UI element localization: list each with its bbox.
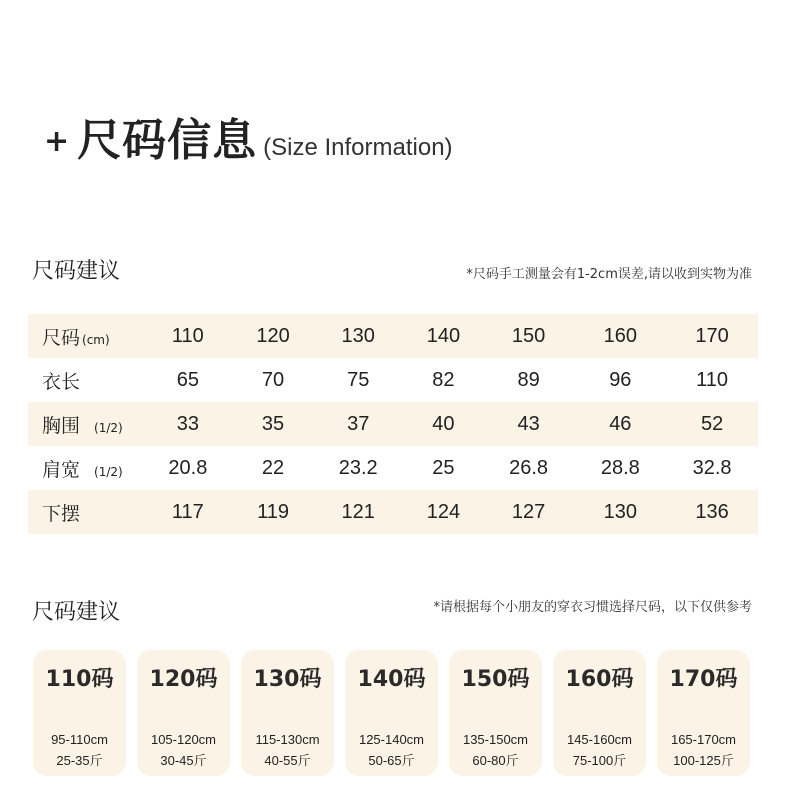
table-cell: 119 — [257, 500, 289, 523]
card-height: 115-130cm — [255, 732, 320, 747]
size-table — [28, 314, 758, 534]
size-table-note: *尺码手工测量会有1-2cm误差,请以收到实物为准 — [466, 267, 752, 282]
card-weight: 50-65斤 — [368, 753, 415, 768]
card-height: 165-170cm — [670, 732, 737, 747]
card-size: 170码 — [669, 667, 738, 692]
table-row — [28, 402, 758, 446]
table-cell: 110 — [696, 368, 729, 391]
table-cell: 82 — [432, 368, 455, 391]
size-card — [449, 650, 542, 776]
table-cell: 33 — [176, 412, 199, 435]
card-weight: 100-125斤 — [673, 753, 734, 768]
table-cell: 130 — [341, 324, 375, 347]
card-size: 140码 — [357, 667, 426, 692]
table-cell: 121 — [341, 500, 375, 523]
table-cell: 20.8 — [168, 456, 208, 479]
card-height: 95-110cm — [51, 732, 108, 747]
page-header — [44, 104, 453, 168]
table-cell: 160 — [603, 324, 637, 347]
row-label: 胸围 (1/2) — [42, 414, 123, 437]
table-row — [28, 490, 758, 534]
table-cell: 46 — [609, 412, 632, 435]
table-cell: 25 — [432, 456, 455, 479]
card-size: 110码 — [45, 667, 114, 692]
plus-icon: + — [44, 124, 70, 159]
table-cell: 140 — [426, 324, 461, 347]
size-card — [657, 650, 750, 776]
table-cell: 150 — [511, 324, 546, 347]
table-cell: 117 — [171, 500, 204, 523]
table-cell: 23.2 — [338, 456, 378, 479]
card-height: 105-120cm — [150, 732, 217, 747]
card-size: 120码 — [149, 667, 218, 692]
size-card — [137, 650, 230, 776]
card-height: 145-160cm — [566, 732, 633, 747]
table-cell: 32.8 — [692, 456, 732, 479]
table-cell: 75 — [347, 368, 370, 391]
table-cell: 96 — [609, 368, 632, 391]
table-cell: 136 — [695, 500, 729, 523]
row-label: 衣长 — [42, 370, 81, 393]
size-card — [553, 650, 646, 776]
size-table-title: 尺码建议 — [32, 259, 121, 284]
table-cell: 130 — [603, 500, 637, 523]
table-cell: 127 — [511, 500, 546, 523]
table-cell: 124 — [426, 500, 461, 523]
table-cell: 22 — [261, 456, 285, 479]
table-cell: 110 — [171, 324, 204, 347]
card-weight: 30-45斤 — [160, 753, 207, 768]
table-row — [28, 314, 758, 358]
card-size: 150码 — [461, 667, 530, 692]
table-cell: 120 — [256, 324, 290, 347]
table-row — [28, 446, 758, 490]
table-cell: 28.8 — [600, 456, 640, 479]
table-cell: 52 — [700, 412, 724, 435]
size-card — [241, 650, 334, 776]
row-label: 肩宽 (1/2) — [42, 458, 123, 481]
table-cell: 89 — [517, 368, 540, 391]
card-weight: 60-80斤 — [472, 753, 519, 768]
table-row — [28, 358, 758, 402]
table-cell: 37 — [347, 412, 370, 435]
table-cell: 43 — [517, 412, 540, 435]
card-height: 125-140cm — [358, 732, 425, 747]
card-weight: 75-100斤 — [572, 753, 627, 768]
size-card — [33, 650, 126, 776]
row-label: 尺码 (cm) — [42, 326, 110, 349]
card-weight: 40-55斤 — [264, 753, 311, 768]
card-size: 130码 — [253, 667, 322, 692]
table-cell: 70 — [261, 368, 285, 391]
recommendation-title: 尺码建议 — [32, 600, 121, 625]
card-weight: 25-35斤 — [56, 753, 103, 768]
page-subtitle: (Size Information) — [263, 134, 453, 161]
card-height: 135-150cm — [462, 732, 529, 747]
table-cell: 40 — [432, 412, 455, 435]
table-cell: 170 — [695, 324, 729, 347]
table-cell: 65 — [176, 368, 199, 391]
recommendation-note: *请根据每个小朋友的穿衣习惯选择尺码，以下仅供参考 — [433, 600, 752, 615]
size-card — [345, 650, 438, 776]
table-cell: 26.8 — [509, 456, 549, 479]
size-cards — [33, 650, 750, 776]
row-label: 下摆 — [42, 502, 81, 525]
page-title: 尺码信息 — [77, 115, 258, 166]
card-size: 160码 — [565, 667, 634, 692]
table-cell: 35 — [261, 412, 285, 435]
